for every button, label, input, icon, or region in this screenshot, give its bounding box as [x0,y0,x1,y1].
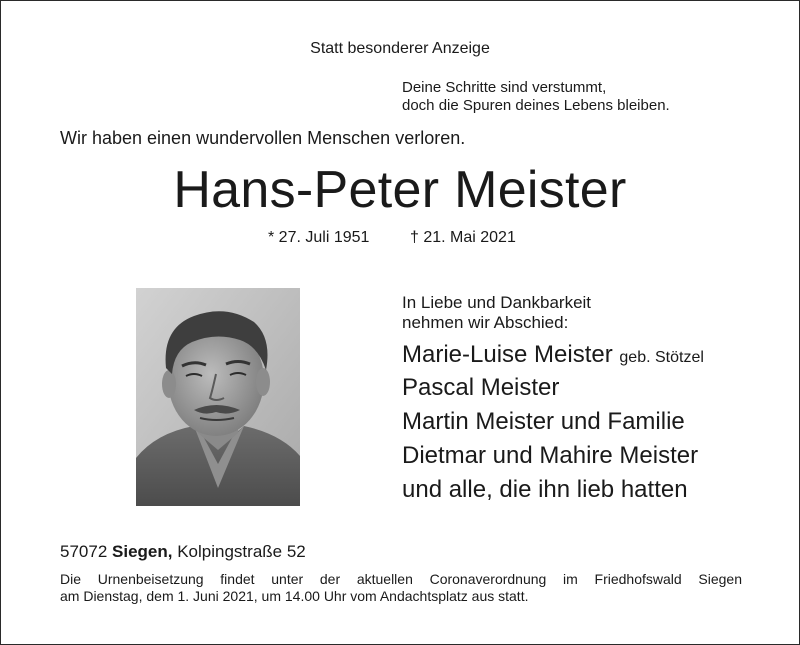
burial-notice [60,571,742,605]
quote-line-1: Deine Schritte sind verstummt, [402,79,607,96]
burial-notice-line-1: Die Urnenbeisetzung findet unter der aktuellen Coronaverordnung im Friedhofswald Siegen [60,571,742,587]
mourner-4: Dietmar und Mahire Meister [402,442,699,469]
mourner-1-maiden-name: geb. Stötzel [619,349,704,366]
farewell-line-2: nehmen wir Abschied: [402,313,569,332]
mourner-5: und alle, die ihn lieb hatten [402,476,688,503]
burial-notice-line-2: am Dienstag, dem 1. Juni 2021, um 14.00 Uhr vom Andachtsplatz aus statt. [60,588,529,604]
quote-line-2: doch die Spuren deines Lebens bleiben. [402,97,670,114]
address [60,542,306,562]
mourner-3: Martin Meister und Familie [402,408,685,435]
address-street: Kolpingstraße 52 [177,542,306,561]
mourner-2: Pascal Meister [402,374,560,401]
address-city: Siegen, [112,542,173,561]
death-date: † 21. Mai 2021 [410,229,516,246]
mourner-1-name: Marie-Luise Meister [402,341,613,368]
deceased-name: Hans-Peter Meister [173,161,627,219]
portrait-photo [136,288,300,506]
intro-text: Wir haben einen wundervollen Menschen verloren. [60,128,466,148]
farewell-line-1: In Liebe und Dankbarkeit [402,293,592,312]
birth-date: * 27. Juli 1951 [268,229,370,246]
address-zip: 57072 [60,542,108,561]
mourner-1 [402,341,704,369]
header-text: Statt besonderer Anzeige [310,40,490,57]
